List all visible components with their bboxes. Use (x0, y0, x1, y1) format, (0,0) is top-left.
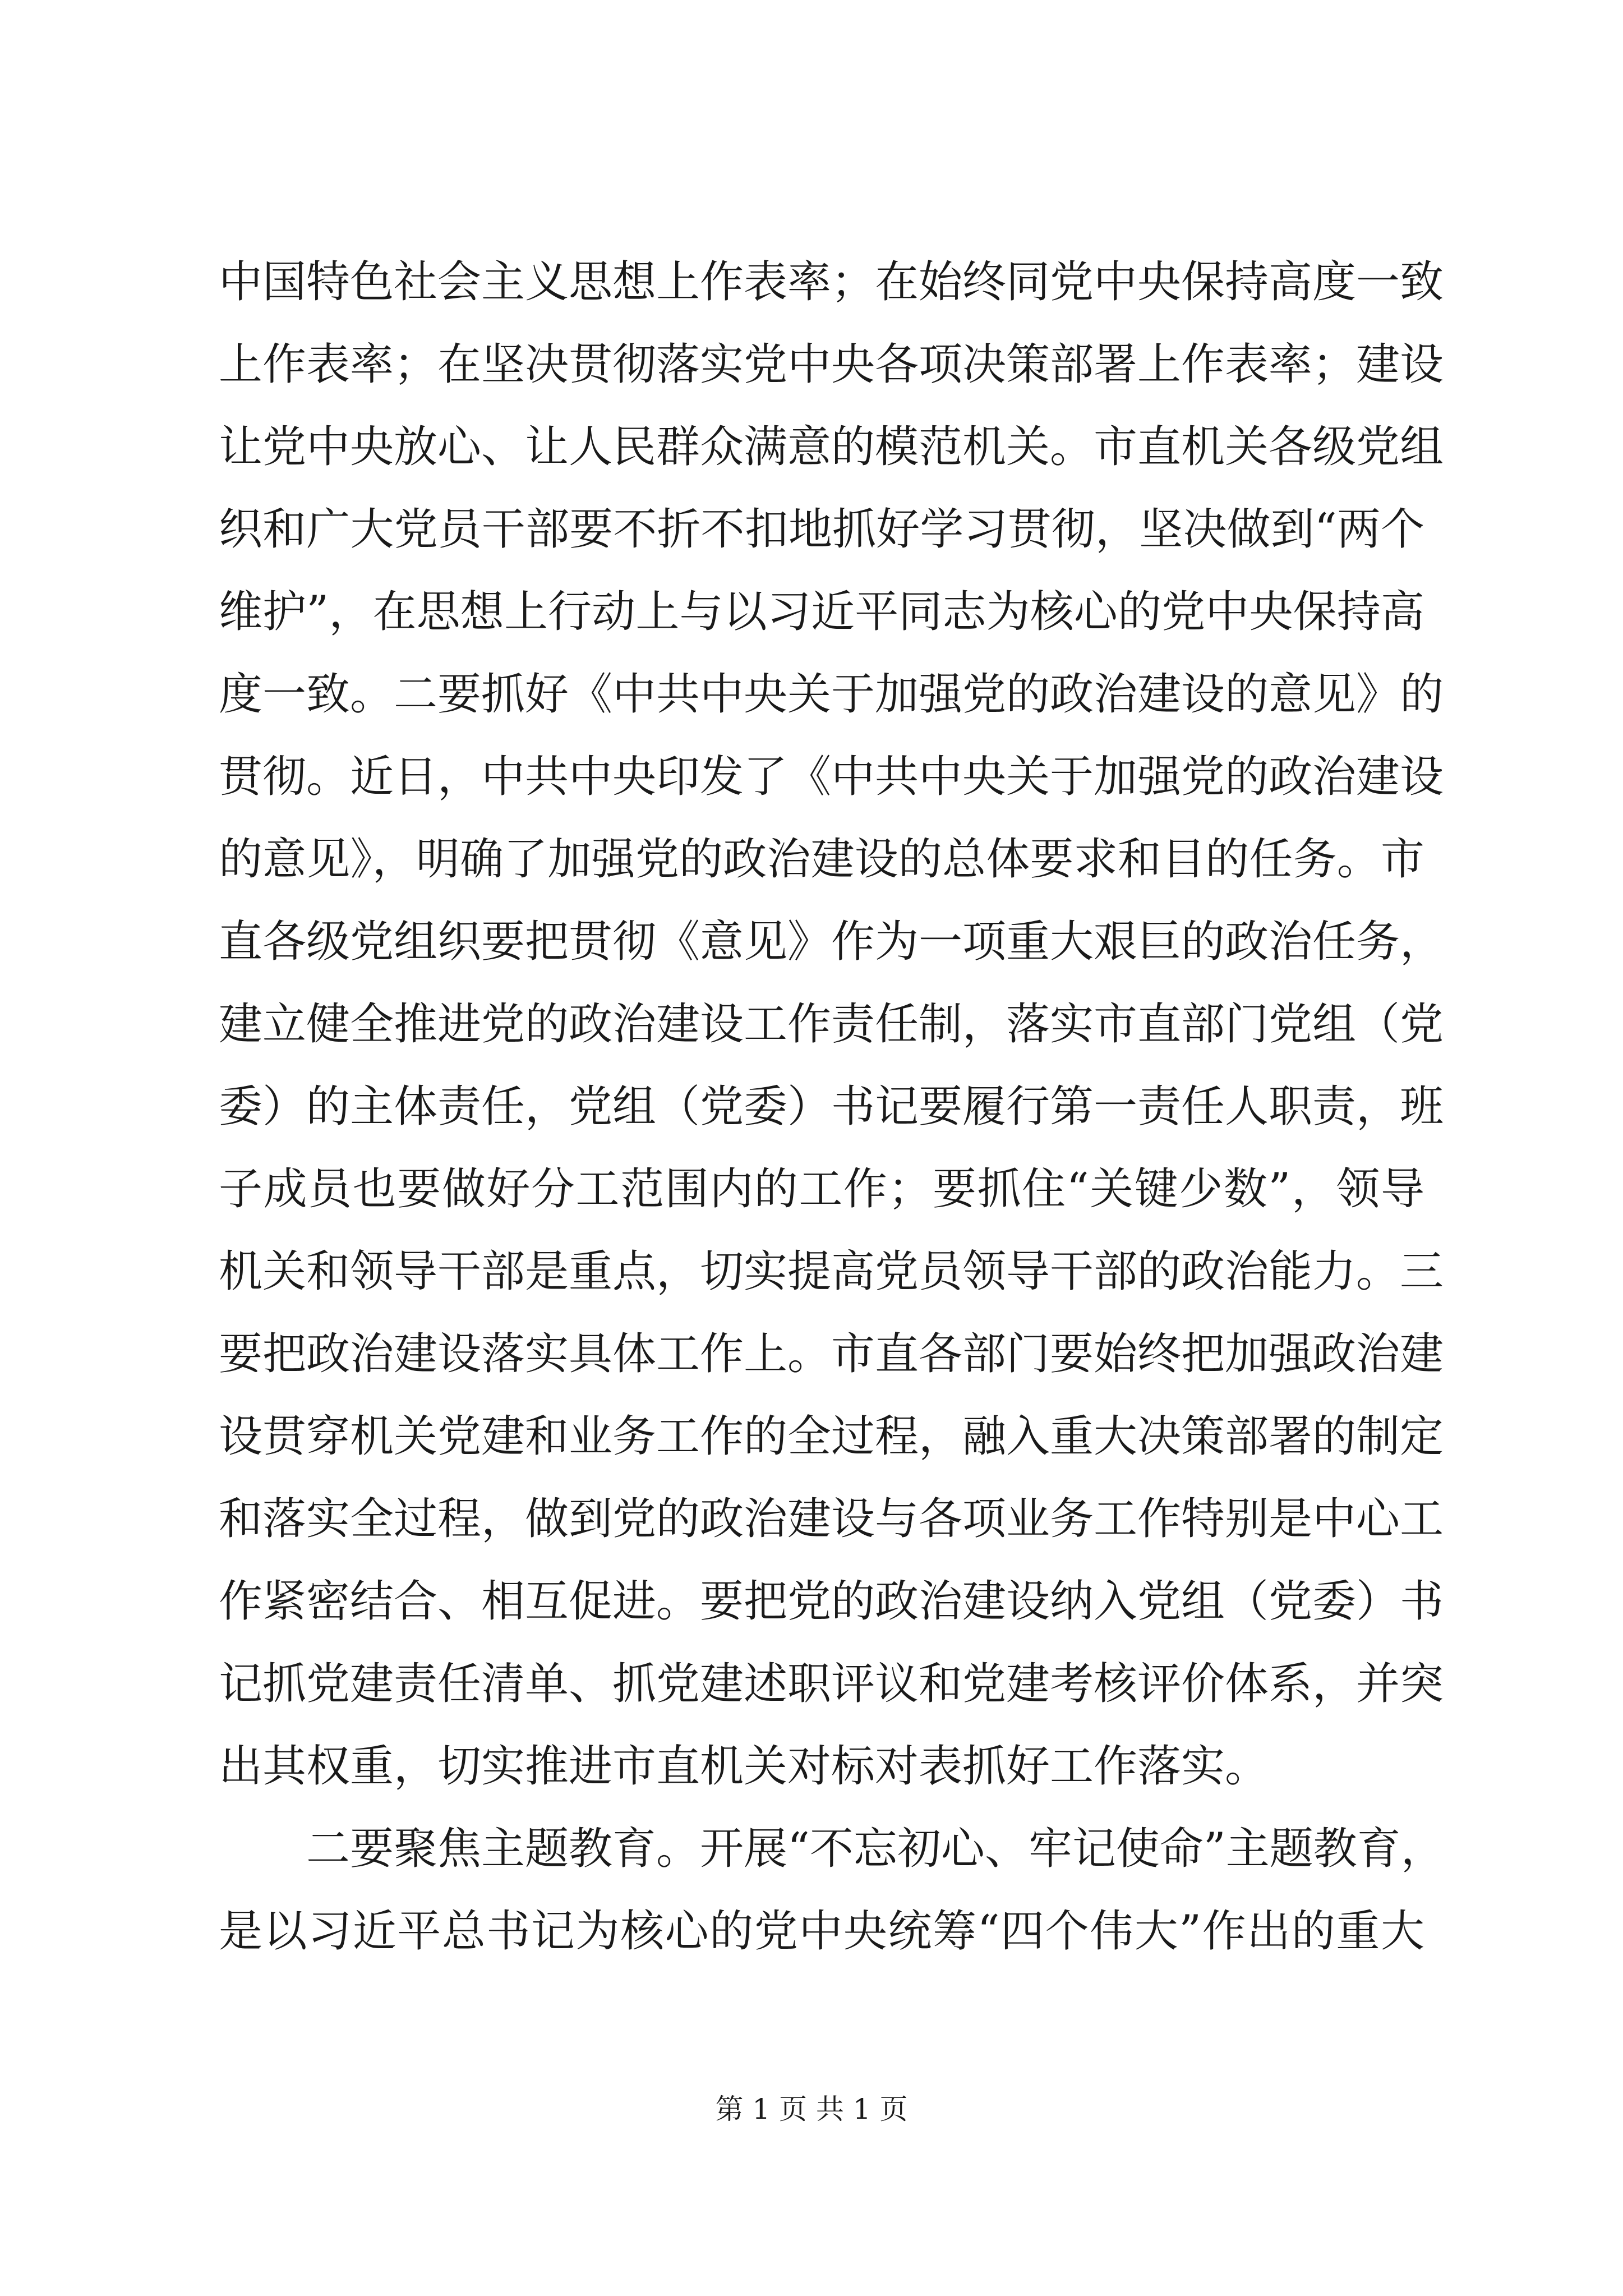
text-line: 和落实全过程，做到党的政治建设与各项业务工作特别是中心工 (219, 1494, 1444, 1544)
text-line: 上作表率；在坚决贯彻落实党中央各项决策部署上作表率；建设 (219, 339, 1444, 390)
page-number-label: 第 1 页 共 1 页 (715, 2093, 908, 2125)
document-body (219, 241, 1445, 1973)
text-line: 作紧密结合、相互促进。要把党的政治建设纳入党组（党委）书 (219, 1576, 1444, 1627)
text-line: 让党中央放心、让人民群众满意的模范机关。市直机关各级党组 (219, 422, 1444, 472)
text-line: 直各级党组织要把贯彻《意见》作为一项重大艰巨的政治任务， (219, 917, 1444, 967)
paragraph-end-line: 出其权重，切实推进市直机关对标对表抓好工作落实。 (219, 1741, 1269, 1792)
text-line: 维护”，在思想上行动上与以习近平同志为核心的党中央保持高 (219, 587, 1424, 637)
text-line: 中国特色社会主义思想上作表率；在始终同党中央保持高度一致 (219, 257, 1444, 307)
text-line: 度一致。二要抓好《中共中央关于加强党的政治建设的意见》的 (219, 669, 1444, 720)
text-line: 子成员也要做好分工范围内的工作；要抓住“关键少数”，领导 (219, 1164, 1424, 1214)
page-footer (0, 2092, 1623, 2126)
text-line: 机关和领导干部是重点，切实提高党员领导干部的政治能力。三 (219, 1246, 1444, 1297)
text-line: 记抓党建责任清单、抓党建述职评议和党建考核评价体系，并突 (219, 1659, 1444, 1709)
text-line: 是以习近平总书记为核心的党中央统筹“四个伟大”作出的重大 (219, 1906, 1424, 1957)
text-line: 织和广大党员干部要不折不扣地抓好学习贯彻，坚决做到“两个 (219, 504, 1424, 555)
text-line: 要把政治建设落实具体工作上。市直各部门要始终把加强政治建 (219, 1329, 1444, 1379)
text-line: 的意见》，明确了加强党的政治建设的总体要求和目的任务。市 (219, 834, 1424, 885)
text-line: 贯彻。近日，中共中央印发了《中共中央关于加强党的政治建设 (219, 752, 1444, 802)
paragraph-start-line: 二要聚焦主题教育。开展“不忘初心、牢记使命”主题教育， (306, 1824, 1445, 1874)
text-line: 设贯穿机关党建和业务工作的全过程，融入重大决策部署的制定 (219, 1411, 1444, 1462)
text-line: 建立健全推进党的政治建设工作责任制，落实市直部门党组（党 (219, 999, 1444, 1050)
text-line: 委）的主体责任，党组（党委）书记要履行第一责任人职责，班 (219, 1082, 1444, 1132)
